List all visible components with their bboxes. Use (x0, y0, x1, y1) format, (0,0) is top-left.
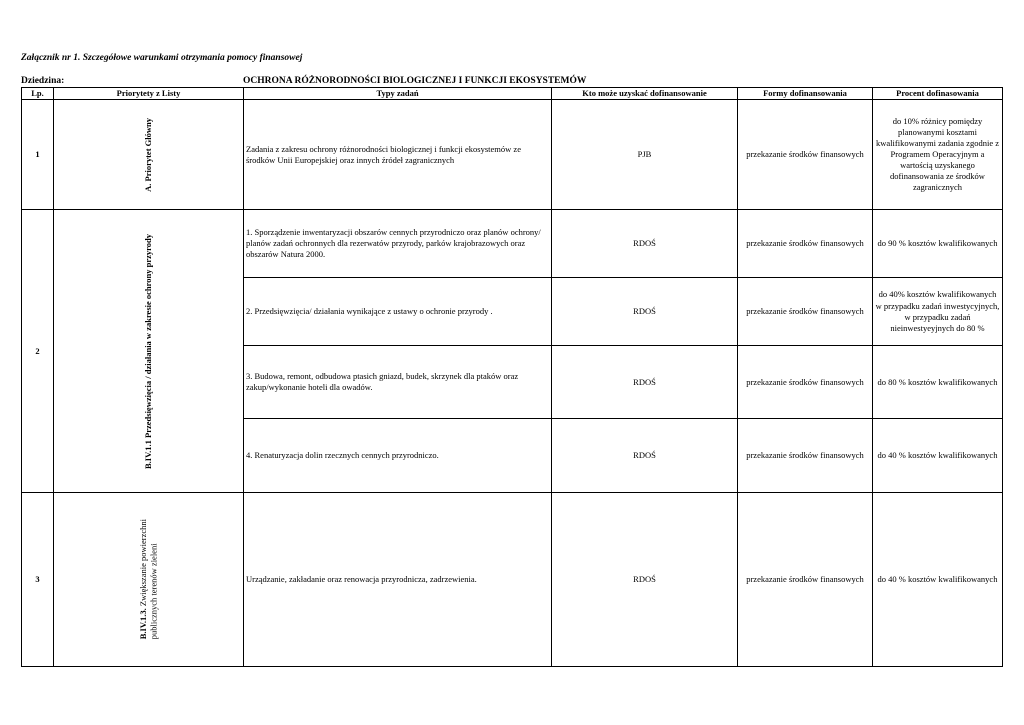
form-cell: przekazanie środków finansowych (738, 493, 873, 667)
header-who: Kto może uzyskać dofinansowanie (552, 88, 738, 100)
percent-cell: do 40 % kosztów kwalifikowanych (873, 493, 1003, 667)
task-cell: 4. Renaturyzacja dolin rzecznych cennych przyrodniczo. (244, 419, 552, 493)
header-percent: Procent dofinasowania (873, 88, 1003, 100)
domain-label: Dziedzina: (21, 76, 65, 86)
table-header-row (22, 88, 1003, 100)
percent-cell: do 10% różnicy pomiędzy planowanymi kosztami kwalifikowanymi zadania zgodnie z Programem Operacyjnym a wartością uzyskanego dofinansowania ze środków zagranicznych (873, 100, 1003, 210)
table-row (22, 493, 1003, 667)
priority-cell (54, 493, 244, 667)
header-task-types: Typy zadań (244, 88, 552, 100)
who-cell: PJB (552, 100, 738, 210)
header-priorities: Priorytety z Listy (54, 88, 244, 100)
lp-cell: 2 (22, 210, 54, 493)
form-cell: przekazanie środków finansowych (738, 278, 873, 346)
form-cell: przekazanie środków finansowych (738, 210, 873, 278)
task-cell: 1. Sporządzenie inwentaryzacji obszarów cennych przyrodniczo oraz planów ochrony/ planów zadań ochronnych dla rezerwatów przyrody, parków krajobrazowych oraz obszarów Natura 2000. (244, 210, 552, 278)
task-cell: 3. Budowa, remont, odbudowa ptasich gniazd, budek, skrzynek dla ptaków oraz zakup/wykonanie hoteli dla owadów. (244, 346, 552, 419)
table-row (22, 210, 1003, 278)
task-cell: Urządzanie, zakładanie oraz renowacja przyrodnicza, zadrzewienia. (244, 493, 552, 667)
form-cell: przekazanie środków finansowych (738, 100, 873, 210)
header-forms: Formy dofinansowania (738, 88, 873, 100)
lp-cell: 1 (22, 100, 54, 210)
who-cell: RDOŚ (552, 419, 738, 493)
who-cell: RDOŚ (552, 278, 738, 346)
lp-cell: 3 (22, 493, 54, 667)
table-row (22, 100, 1003, 210)
who-cell: RDOŚ (552, 346, 738, 419)
header-lp: Lp. (22, 88, 54, 100)
percent-cell: do 80 % kosztów kwalifikowanych (873, 346, 1003, 419)
percent-cell: do 40 % kosztów kwalifikowanych (873, 419, 1003, 493)
priority-code: B.IV.1.3. (137, 608, 148, 640)
percent-cell: do 90 % kosztów kwalifikowanych (873, 210, 1003, 278)
priority-text: Zwiększanie powierzchni publicznych terenów zieleni (137, 519, 159, 640)
form-cell: przekazanie środków finansowych (738, 346, 873, 419)
form-cell: przekazanie środków finansowych (738, 419, 873, 493)
domain-title: OCHRONA RÓŻNORODNOŚCI BIOLOGICZNEJ I FUNKCJI EKOSYSTEMÓW (243, 76, 587, 86)
priority-label: B.IV.1.1 Przedsięwzięcia / działania w zakresie ochrony przyrody (142, 233, 153, 469)
task-cell: 2. Przedsięwzięcia/ działania wynikające z ustawy o ochronie przyrody . (244, 278, 552, 346)
who-cell: RDOŚ (552, 210, 738, 278)
percent-cell: do 40% kosztów kwalifikowanych w przypadku zadań inwestycyjnych, w przypadku zadań nieinwestyeyjnych do 80 % (873, 278, 1003, 346)
priority-label: A. Priorytet Główny (142, 117, 153, 192)
task-cell: Zadania z zakresu ochrony różnorodności biologicznej i funkcji ekosystemów ze środków Unii Europejskiej oraz innych źródeł zagranicznych (244, 100, 552, 210)
priority-cell (54, 100, 244, 210)
attachment-title: Załącznik nr 1. Szczegółowe warunkami otrzymania pomocy finansowej (21, 53, 303, 63)
who-cell: RDOŚ (552, 493, 738, 667)
financing-table (21, 87, 1003, 667)
priority-label (138, 519, 159, 639)
priority-cell (54, 210, 244, 493)
